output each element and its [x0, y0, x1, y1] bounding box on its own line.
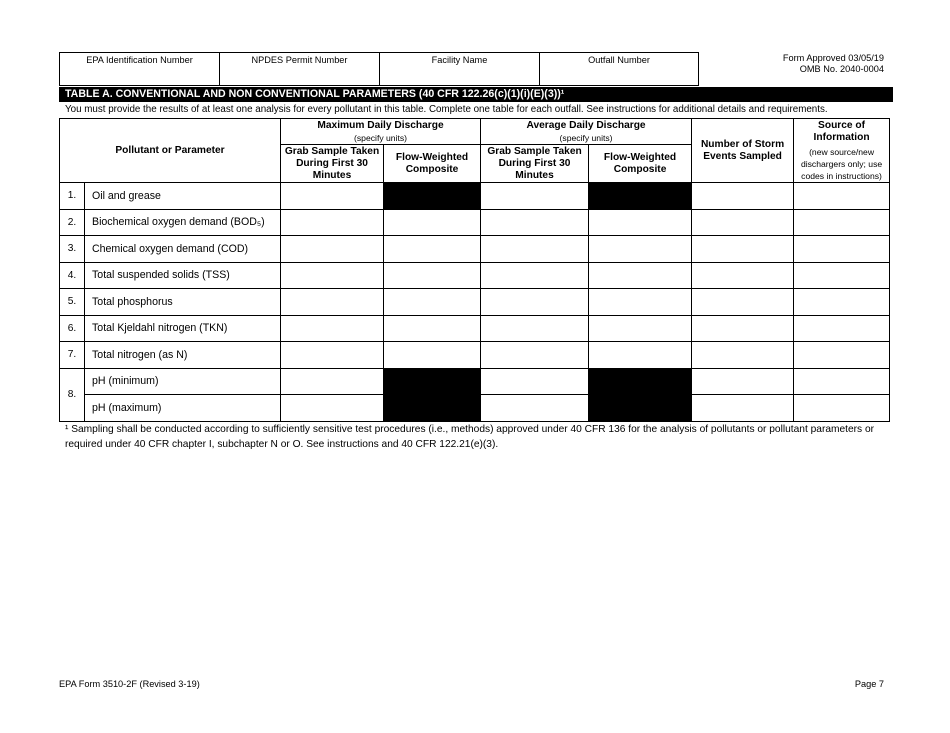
max-flow-cell[interactable] — [384, 342, 481, 369]
col-avg-grab: Grab Sample Taken During First 30 Minutes — [481, 145, 589, 183]
max-grab-cell[interactable] — [281, 236, 384, 263]
avg-grab-cell[interactable] — [481, 262, 589, 289]
avg-flow-cell[interactable] — [589, 315, 692, 342]
facility-label: Facility Name — [431, 55, 488, 65]
source-cell[interactable] — [794, 183, 890, 210]
table-row — [60, 342, 890, 369]
source-cell[interactable] — [794, 209, 890, 236]
col-pollutant: Pollutant or Parameter — [60, 119, 281, 183]
storm-events-cell[interactable] — [692, 262, 794, 289]
col-avg-flow: Flow-Weighted Composite — [589, 145, 692, 183]
form-approval — [783, 53, 884, 75]
max-flow-cell[interactable] — [384, 315, 481, 342]
source-note: (new source/new dischargers only; use codes in instructions) — [800, 146, 883, 181]
max-flow-cell[interactable] — [384, 262, 481, 289]
pollutant-name: Chemical oxygen demand (COD) — [85, 236, 281, 263]
col-avg-daily: Average Daily Discharge (specify units) — [481, 119, 692, 145]
max-grab-cell[interactable] — [281, 342, 384, 369]
pollutant-name: Total phosphorus — [85, 289, 281, 316]
col-max-grab: Grab Sample Taken During First 30 Minutes — [281, 145, 384, 183]
outfall-number-field[interactable] — [539, 52, 699, 86]
footnote: ¹ Sampling shall be conducted according to sufficiently sensitive test procedures (i.e., methods) approved under 40 CFR 136 for the analysis of pollutants or pollutant parameters or required under 40 CFR chapter I, subchapter N or O. See instructions and 40 CFR 122.21(e)(3). — [65, 424, 875, 450]
row-number: 7. — [60, 342, 85, 369]
shaded-cell — [589, 368, 692, 421]
pollutant-name: Total Kjeldahl nitrogen (TKN) — [85, 315, 281, 342]
epa-id-label: EPA Identification Number — [86, 55, 193, 65]
pollutant-name: Total nitrogen (as N) — [85, 342, 281, 369]
max-grab-cell[interactable] — [281, 183, 384, 210]
table-row — [60, 289, 890, 316]
row-number: 1. — [60, 183, 85, 210]
shaded-cell — [384, 368, 481, 421]
avg-grab-cell[interactable] — [481, 315, 589, 342]
row-number: 8. — [60, 368, 85, 421]
shaded-cell — [384, 183, 481, 210]
row-number: 2. — [60, 209, 85, 236]
pollutant-table — [59, 118, 890, 422]
avg-grab-cell[interactable] — [481, 368, 589, 395]
row-number: 6. — [60, 315, 85, 342]
source-cell[interactable] — [794, 262, 890, 289]
avg-flow-cell[interactable] — [589, 342, 692, 369]
source-cell[interactable] — [794, 368, 890, 395]
avg-flow-cell[interactable] — [589, 236, 692, 263]
avg-grab-cell[interactable] — [481, 209, 589, 236]
col-storm-events: Number of Storm Events Sampled — [692, 119, 794, 183]
epa-id-field[interactable] — [59, 52, 219, 86]
source-cell[interactable] — [794, 289, 890, 316]
col-max-flow: Flow-Weighted Composite — [384, 145, 481, 183]
avg-flow-cell[interactable] — [589, 209, 692, 236]
row-number: 5. — [60, 289, 85, 316]
form-approved-date: Form Approved 03/05/19 — [782, 53, 884, 63]
table-row — [60, 315, 890, 342]
table-row — [60, 236, 890, 263]
avg-grab-cell[interactable] — [481, 289, 589, 316]
table-instructions: You must provide the results of at least one analysis for every pollutant in this table. Complete one table for each outfall. See instructions for additional details and requirements. — [65, 104, 828, 115]
max-specify-units: (specify units) — [354, 132, 408, 143]
page-number: Page 7 — [854, 679, 884, 689]
storm-events-cell[interactable] — [692, 342, 794, 369]
avg-grab-cell[interactable] — [481, 183, 589, 210]
source-cell[interactable] — [794, 395, 890, 422]
avg-grab-cell[interactable] — [481, 236, 589, 263]
pollutant-name: pH (maximum) — [85, 395, 281, 422]
max-grab-cell[interactable] — [281, 315, 384, 342]
storm-events-cell[interactable] — [692, 368, 794, 395]
pollutant-name: Oil and grease — [85, 183, 281, 210]
avg-grab-cell[interactable] — [481, 395, 589, 422]
facility-name-field[interactable] — [379, 52, 539, 86]
table-row — [60, 183, 890, 210]
avg-specify-units: (specify units) — [559, 132, 613, 143]
pollutant-name: pH (minimum) — [85, 368, 281, 395]
max-grab-cell[interactable] — [281, 262, 384, 289]
max-flow-cell[interactable] — [384, 209, 481, 236]
pollutant-name: Biochemical oxygen demand (BOD₅) — [85, 209, 281, 236]
max-flow-cell[interactable] — [384, 236, 481, 263]
table-title: TABLE A. CONVENTIONAL AND NON CONVENTIONAL PARAMETERS (40 CFR 122.26(c)(1)(i)(E)(3))¹ — [59, 87, 893, 102]
npdes-permit-field[interactable] — [219, 52, 379, 86]
table-row — [60, 368, 890, 395]
source-cell[interactable] — [794, 236, 890, 263]
max-grab-cell[interactable] — [281, 289, 384, 316]
form-header — [59, 52, 893, 86]
row-number: 4. — [60, 262, 85, 289]
storm-events-cell[interactable] — [692, 183, 794, 210]
row-number: 3. — [60, 236, 85, 263]
pollutant-name: Total suspended solids (TSS) — [85, 262, 281, 289]
col-source: Source of Information (new source/new dischargers only; use codes in instructions) — [794, 119, 890, 183]
storm-events-cell[interactable] — [692, 236, 794, 263]
npdes-label: NPDES Permit Number — [251, 55, 348, 65]
shaded-cell — [589, 183, 692, 210]
table-row — [60, 262, 890, 289]
source-cell[interactable] — [794, 342, 890, 369]
avg-flow-cell[interactable] — [589, 262, 692, 289]
source-cell[interactable] — [794, 315, 890, 342]
omb-number: OMB No. 2040-0004 — [799, 64, 884, 74]
table-row — [60, 209, 890, 236]
outfall-label: Outfall Number — [588, 55, 650, 65]
storm-events-cell[interactable] — [692, 289, 794, 316]
storm-events-cell[interactable] — [692, 395, 794, 422]
max-grab-cell[interactable] — [281, 368, 384, 395]
avg-flow-cell[interactable] — [589, 289, 692, 316]
max-grab-cell[interactable] — [281, 209, 384, 236]
storm-events-cell[interactable] — [692, 209, 794, 236]
max-grab-cell[interactable] — [281, 395, 384, 422]
storm-events-cell[interactable] — [692, 315, 794, 342]
max-flow-cell[interactable] — [384, 289, 481, 316]
form-id: EPA Form 3510-2F (Revised 3-19) — [59, 679, 200, 689]
avg-grab-cell[interactable] — [481, 342, 589, 369]
col-max-daily: Maximum Daily Discharge (specify units) — [281, 119, 481, 145]
